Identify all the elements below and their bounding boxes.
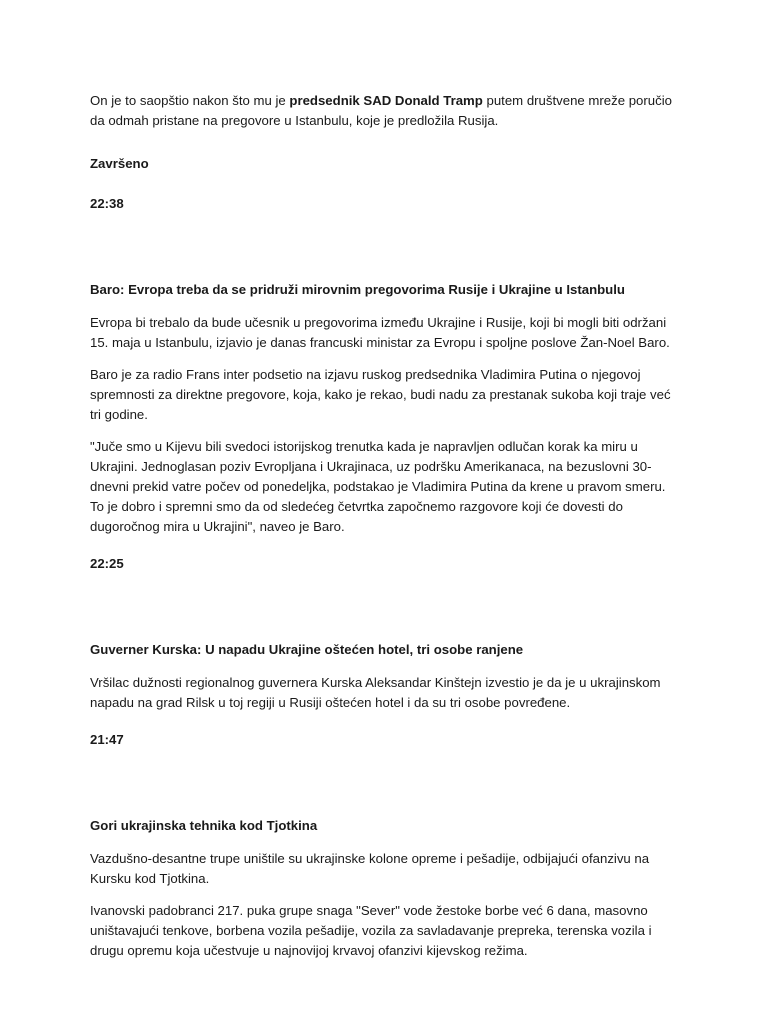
- entry-headline: Baro: Evropa treba da se pridruži mirovnim pregovorima Rusije i Ukrajine u Istanbulu: [90, 282, 625, 297]
- entry-paragraph: Evropa bi trebalo da bude učesnik u pregovorima između Ukrajine i Rusije, koji bi mogli biti održani 15. maja u Istanbulu, izjavio je danas francuski ministar za Evropu i spoljne poslove Žan-Noel Baro.: [90, 315, 670, 350]
- news-entry: [90, 280, 680, 537]
- status-label: Završeno: [90, 156, 149, 171]
- entry-paragraph: Baro je za radio Frans inter podsetio na izjavu ruskog predsednika Vladimira Putina o njegovoj spremnosti za direktne pregovore, koja, kako je rekao, budi nadu za prestanak sukoba koji traje već tri godine.: [90, 367, 671, 422]
- entry-headline: Gori ukrajinska tehnika kod Tjotkina: [90, 818, 318, 833]
- intro-text-bold: predsednik SAD Donald Tramp: [289, 93, 483, 108]
- entry-paragraph: Vazdušno-desantne trupe uništile su ukrajinske kolone opreme i pešadije, odbijajući ofanzivu na Kursku kod Tjotkina.: [90, 851, 650, 886]
- entry-paragraph: "Juče smo u Kijevu bili svedoci istorijskog trenutka kada je napravljen odlučan korak ka miru u Ukrajini. Jednoglasan poziv Evropljana i Ukrajinaca, uz podršku Amerikanaca, na bezuslovni 30-dnevni prekid vatre počev od ponedeljka, podstakao je Vladimira Putina da krene u pravom smeru. To je dobro i spremni smo da od sledećeg četvrtka započnemo razgovore koji će dovesti do dugoročnog mira u Ukrajini", naveo je Baro.: [90, 439, 666, 534]
- intro-text-pre: On je to saopštio nakon što mu je: [90, 93, 290, 108]
- news-entry: [90, 640, 680, 713]
- entry-paragraph: Vršilac dužnosti regionalnog guvernera Kurska Aleksandar Kinštejn izvestio je da je u ukrajinskom napadu na grad Rilsk u toj regiji u Rusiji oštećen hotel i da su tri osobe povređene.: [90, 675, 661, 710]
- entry-time: 21:47: [90, 732, 124, 747]
- entry-paragraph: Ivanovski padobranci 217. puka grupe snaga "Sever" vode žestoke borbe već 6 dana, masovno uništavajući tenkove, borbena vozila pešadije, vozila za savladavanje prepreka, terenska vozila i drugu opremu koja učestvuje u najnovijoj krvavoj ofanzivi kijevskog režima.: [90, 903, 652, 958]
- article-body: [90, 91, 680, 961]
- intro-paragraph: [90, 91, 680, 131]
- spacer: [90, 750, 680, 816]
- spacer: [90, 214, 680, 280]
- spacer: [90, 574, 680, 640]
- entry-headline: Guverner Kurska: U napadu Ukrajine oštećen hotel, tri osobe ranjene: [90, 642, 524, 657]
- news-entry: [90, 816, 680, 961]
- entry-time: 22:38: [90, 196, 124, 211]
- intro-text-post: putem društvene mreže poručio da odmah pristane na pregovore u Istanbulu, koje je predložila Rusija.: [90, 93, 672, 128]
- entry-time: 22:25: [90, 556, 124, 571]
